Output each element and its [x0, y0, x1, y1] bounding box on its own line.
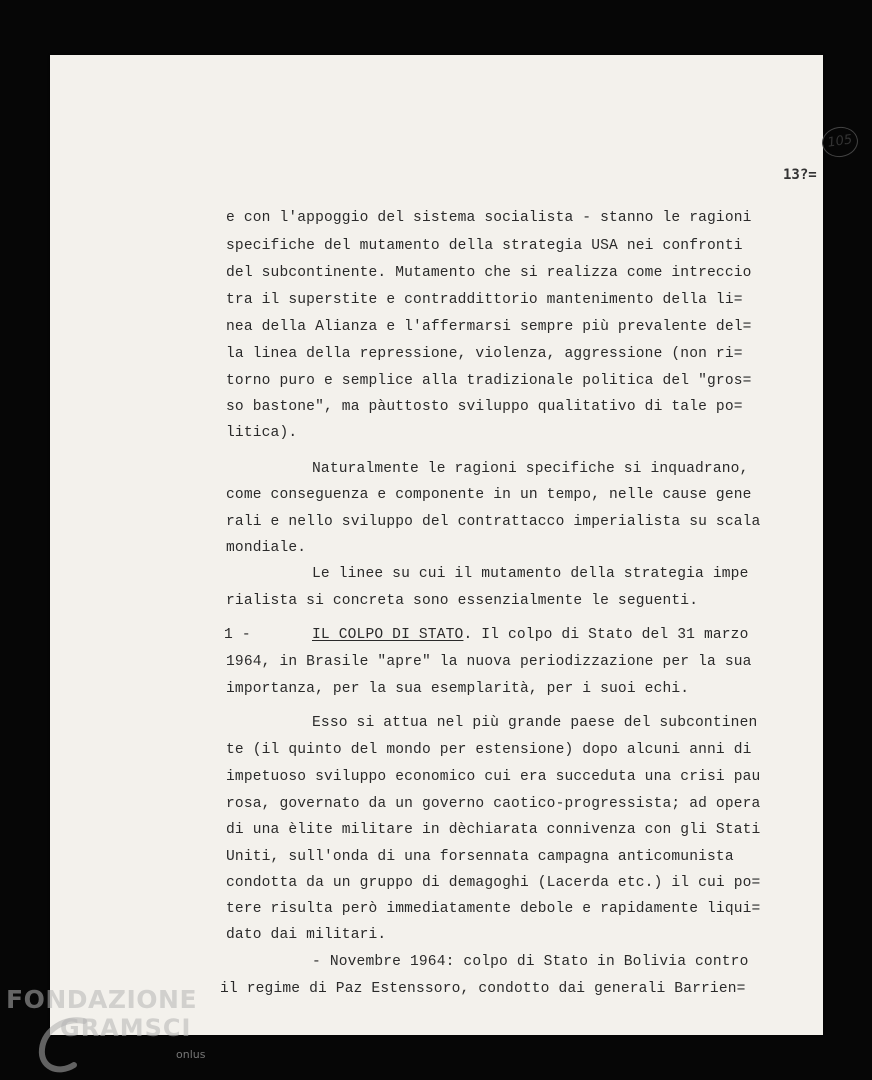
page-number: 13?= — [783, 167, 817, 183]
text-line: mondiale. — [226, 540, 307, 556]
text-line: il regime di Paz Estenssoro, condotto dai generali Barrien= — [220, 981, 746, 997]
text-line: impetuoso sviluppo economico cui era succeduta una crisi pau — [226, 769, 761, 785]
text-line: rosa, governato da un governo caotico-progressista; ad opera — [226, 796, 761, 812]
text-line: tra il superstite e contraddittorio mantenimento della li= — [226, 292, 743, 308]
text-line: litica). — [226, 425, 298, 441]
section-heading: IL COLPO DI STATO — [312, 627, 464, 643]
text-line: specifiche del mutamento della strategia USA nei confronti — [226, 238, 743, 254]
text-line: tere risulta però immediatamente debole e rapidamente liqui= — [226, 901, 761, 917]
text-line: Esso si attua nel più grande paese del subcontinen — [312, 715, 758, 731]
fondazione-gramsci-watermark — [6, 985, 216, 1080]
text-line: Naturalmente le ragioni specifiche si inquadrano, — [312, 461, 749, 477]
text-line: importanza, per la sua esemplarità, per i suoi echi. — [226, 681, 690, 697]
text-line: torno puro e semplice alla tradizionale politica del "gros= — [226, 373, 752, 389]
text-line: rialista si concreta sono essenzialmente le seguenti. — [226, 593, 699, 609]
text-line: del subcontinente. Mutamento che si realizza come intreccio — [226, 265, 752, 281]
text-line: - Novembre 1964: colpo di Stato in Bolivia contro — [312, 954, 749, 970]
text-line: nea della Alianza e l'affermarsi sempre più prevalente del= — [226, 319, 752, 335]
text-line: 1964, in Brasile "apre" la nuova periodizzazione per la sua — [226, 654, 752, 670]
text-line: la linea della repressione, violenza, aggressione (non ri= — [226, 346, 743, 362]
text-line: condotta da un gruppo di demagoghi (Lacerda etc.) il cui po= — [226, 875, 761, 891]
text-line: Le linee su cui il mutamento della strategia impe — [312, 566, 749, 582]
text-line: so bastone", ma pàuttosto sviluppo qualitativo di tale po= — [226, 399, 743, 415]
text-line: come conseguenza e componente in un tempo, nelle cause gene — [226, 487, 752, 503]
section-heading-line — [312, 625, 748, 645]
typewritten-page — [50, 55, 854, 1035]
watermark-line-2: GRAMSCI — [60, 1014, 192, 1042]
text-line: dato dai militari. — [226, 927, 387, 943]
text-line: di una èlite militare in dèchiarata connivenza con gli Stati — [226, 822, 761, 838]
text-fragment: . Il colpo di Stato del 31 marzo — [463, 627, 749, 643]
section-marker: 1 - — [224, 627, 251, 643]
watermark-line-3: onlus — [176, 1048, 206, 1061]
text-line: Uniti, sull'onda di una forsennata campagna anticomunista — [226, 849, 734, 865]
archive-number-stamp: 105 — [820, 125, 860, 160]
text-line: rali e nello sviluppo del contrattacco imperialista su scala — [226, 514, 761, 530]
watermark-line-1: FONDAZIONE — [6, 985, 198, 1014]
text-line: te (il quinto del mondo per estensione) dopo alcuni anni di — [226, 742, 752, 758]
text-line: e con l'appoggio del sistema socialista - stanno le ragioni — [226, 210, 752, 226]
